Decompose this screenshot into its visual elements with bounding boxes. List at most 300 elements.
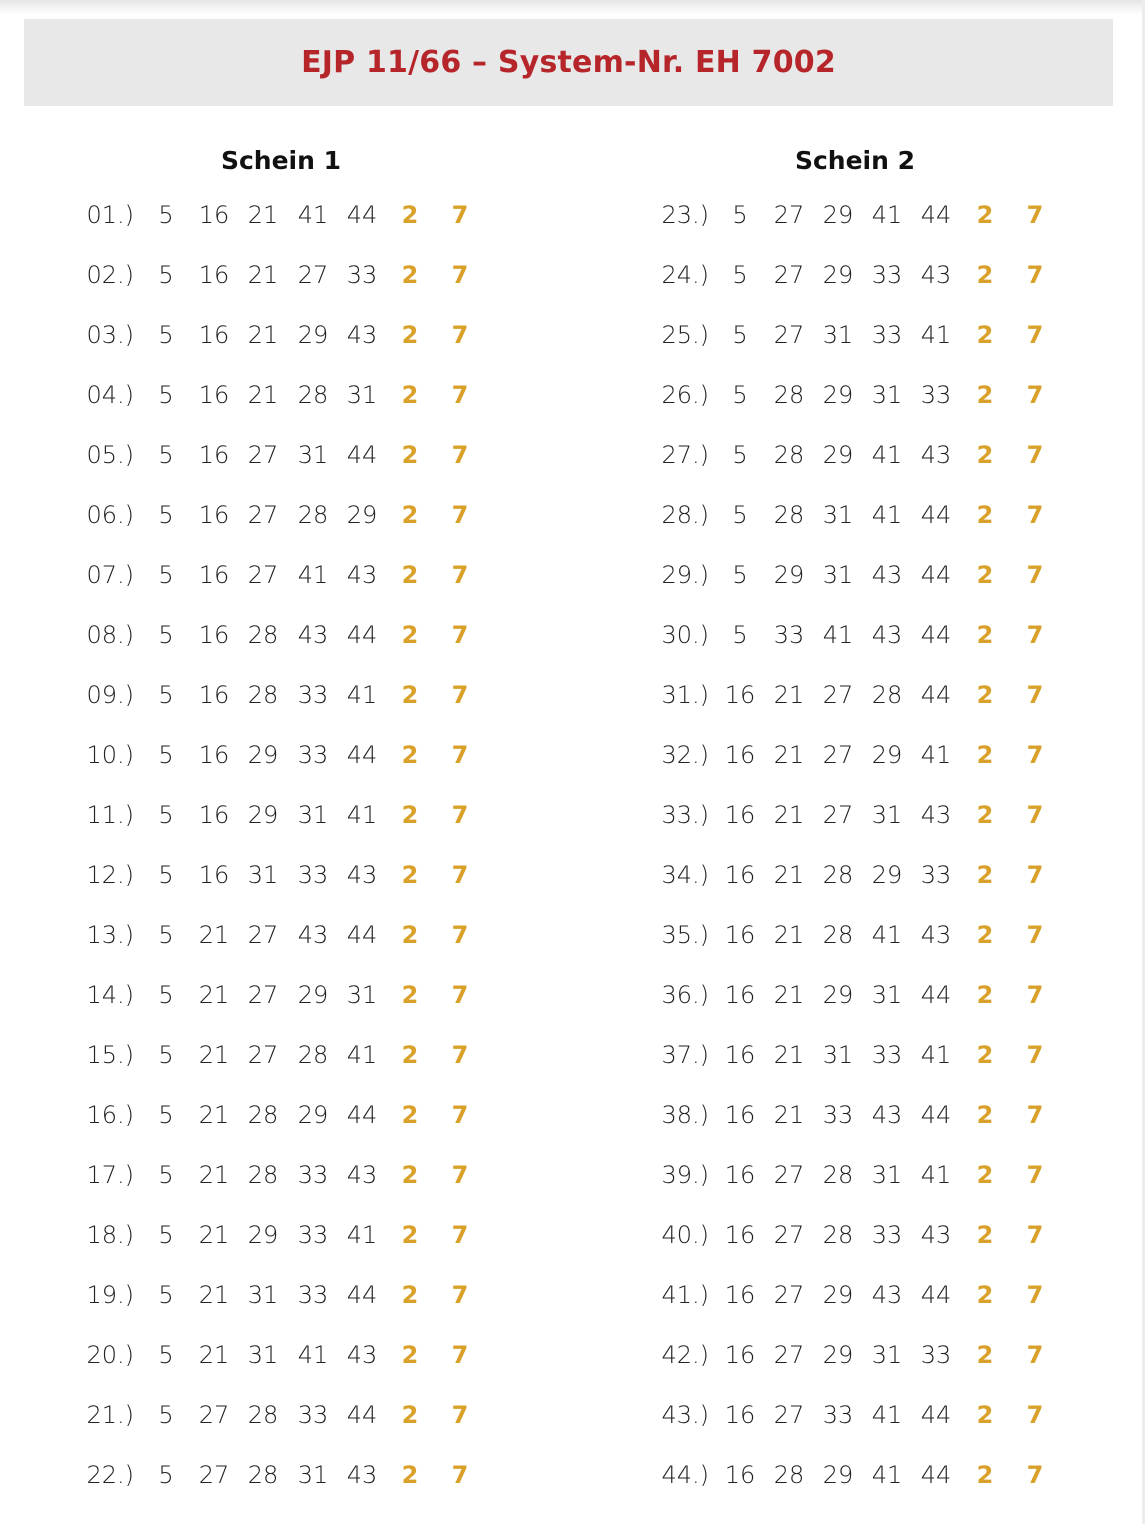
main-number: 27 bbox=[247, 441, 279, 469]
main-number: 27 bbox=[773, 1161, 805, 1189]
main-number: 21 bbox=[198, 1101, 230, 1129]
euro-number: 2 bbox=[401, 1281, 419, 1309]
main-number: 27 bbox=[773, 321, 805, 349]
euro-number: 7 bbox=[451, 1101, 469, 1129]
ticket-row bbox=[0, 795, 1145, 835]
main-number: 44 bbox=[920, 1281, 952, 1309]
main-number: 33 bbox=[297, 1281, 329, 1309]
main-number: 27 bbox=[822, 801, 854, 829]
main-number: 28 bbox=[871, 681, 903, 709]
euro-number: 2 bbox=[976, 621, 994, 649]
row-label: 23.) bbox=[661, 201, 709, 229]
euro-number: 7 bbox=[451, 801, 469, 829]
main-number: 21 bbox=[198, 1221, 230, 1249]
euro-number: 2 bbox=[401, 261, 419, 289]
euro-number: 7 bbox=[1026, 501, 1044, 529]
row-label: 38.) bbox=[661, 1101, 709, 1129]
euro-number: 7 bbox=[451, 261, 469, 289]
main-number: 16 bbox=[724, 1341, 756, 1369]
euro-number: 7 bbox=[451, 321, 469, 349]
main-number: 21 bbox=[773, 1101, 805, 1129]
main-number: 31 bbox=[346, 381, 378, 409]
euro-number: 2 bbox=[976, 801, 994, 829]
euro-number: 2 bbox=[401, 1041, 419, 1069]
row-label: 18.) bbox=[86, 1221, 134, 1249]
ticket-row bbox=[0, 1155, 1145, 1195]
main-number: 16 bbox=[724, 1401, 756, 1429]
ticket-row bbox=[0, 1095, 1145, 1135]
main-number: 41 bbox=[920, 1161, 952, 1189]
main-number: 27 bbox=[773, 1401, 805, 1429]
euro-number: 2 bbox=[401, 561, 419, 589]
main-number: 33 bbox=[773, 621, 805, 649]
main-number: 16 bbox=[724, 1461, 756, 1489]
euro-number: 7 bbox=[451, 1401, 469, 1429]
main-number: 29 bbox=[871, 741, 903, 769]
main-number: 31 bbox=[346, 981, 378, 1009]
main-number: 44 bbox=[346, 201, 378, 229]
main-number: 33 bbox=[822, 1101, 854, 1129]
ticket-row bbox=[0, 555, 1145, 595]
main-number: 44 bbox=[920, 681, 952, 709]
main-number: 27 bbox=[297, 261, 329, 289]
main-number: 31 bbox=[871, 981, 903, 1009]
main-number: 44 bbox=[920, 621, 952, 649]
main-number: 5 bbox=[158, 501, 174, 529]
ticket-row bbox=[0, 1275, 1145, 1315]
euro-number: 7 bbox=[451, 1341, 469, 1369]
ticket-row bbox=[0, 855, 1145, 895]
euro-number: 7 bbox=[451, 1221, 469, 1249]
euro-number: 2 bbox=[976, 981, 994, 1009]
main-number: 43 bbox=[920, 801, 952, 829]
title-bar bbox=[24, 19, 1113, 106]
row-label: 40.) bbox=[661, 1221, 709, 1249]
row-label: 34.) bbox=[661, 861, 709, 889]
ticket-row bbox=[0, 975, 1145, 1015]
main-number: 21 bbox=[247, 321, 279, 349]
main-number: 27 bbox=[773, 1341, 805, 1369]
euro-number: 7 bbox=[451, 861, 469, 889]
main-number: 33 bbox=[871, 261, 903, 289]
euro-number: 7 bbox=[1026, 1461, 1044, 1489]
main-number: 44 bbox=[920, 501, 952, 529]
main-number: 28 bbox=[247, 621, 279, 649]
euro-number: 2 bbox=[976, 681, 994, 709]
main-number: 44 bbox=[920, 1101, 952, 1129]
euro-number: 7 bbox=[451, 381, 469, 409]
main-number: 27 bbox=[247, 501, 279, 529]
main-number: 33 bbox=[297, 681, 329, 709]
main-number: 5 bbox=[158, 741, 174, 769]
main-number: 5 bbox=[158, 1281, 174, 1309]
page-title: EJP 11/66 – System-Nr. EH 7002 bbox=[301, 45, 836, 80]
row-label: 31.) bbox=[661, 681, 709, 709]
euro-number: 7 bbox=[1026, 1221, 1044, 1249]
euro-number: 7 bbox=[1026, 441, 1044, 469]
main-number: 28 bbox=[773, 1461, 805, 1489]
main-number: 16 bbox=[724, 1041, 756, 1069]
main-number: 16 bbox=[198, 501, 230, 529]
main-number: 33 bbox=[822, 1401, 854, 1429]
row-label: 02.) bbox=[86, 261, 134, 289]
main-number: 43 bbox=[871, 1101, 903, 1129]
euro-number: 7 bbox=[1026, 381, 1044, 409]
euro-number: 2 bbox=[401, 501, 419, 529]
main-number: 28 bbox=[247, 681, 279, 709]
euro-number: 2 bbox=[976, 1281, 994, 1309]
euro-number: 7 bbox=[1026, 921, 1044, 949]
main-number: 16 bbox=[198, 681, 230, 709]
main-number: 29 bbox=[822, 1461, 854, 1489]
row-label: 25.) bbox=[661, 321, 709, 349]
main-number: 5 bbox=[732, 321, 748, 349]
main-number: 29 bbox=[871, 861, 903, 889]
euro-number: 7 bbox=[1026, 1161, 1044, 1189]
main-number: 44 bbox=[346, 741, 378, 769]
main-number: 31 bbox=[822, 321, 854, 349]
main-number: 31 bbox=[297, 801, 329, 829]
euro-number: 7 bbox=[451, 501, 469, 529]
euro-number: 7 bbox=[451, 441, 469, 469]
main-number: 28 bbox=[822, 1161, 854, 1189]
row-label: 33.) bbox=[661, 801, 709, 829]
main-number: 43 bbox=[920, 441, 952, 469]
main-number: 21 bbox=[247, 381, 279, 409]
main-number: 33 bbox=[871, 1221, 903, 1249]
main-number: 41 bbox=[871, 201, 903, 229]
main-number: 27 bbox=[773, 1221, 805, 1249]
main-number: 31 bbox=[297, 1461, 329, 1489]
main-number: 44 bbox=[346, 621, 378, 649]
euro-number: 2 bbox=[401, 741, 419, 769]
row-label: 22.) bbox=[86, 1461, 134, 1489]
euro-number: 2 bbox=[401, 981, 419, 1009]
euro-number: 2 bbox=[976, 381, 994, 409]
main-number: 29 bbox=[822, 381, 854, 409]
main-number: 5 bbox=[158, 1161, 174, 1189]
main-number: 29 bbox=[297, 321, 329, 349]
main-number: 27 bbox=[247, 981, 279, 1009]
euro-number: 7 bbox=[1026, 981, 1044, 1009]
main-number: 41 bbox=[871, 441, 903, 469]
main-number: 31 bbox=[297, 441, 329, 469]
main-number: 28 bbox=[247, 1161, 279, 1189]
main-number: 31 bbox=[822, 561, 854, 589]
main-number: 5 bbox=[158, 1341, 174, 1369]
main-number: 5 bbox=[732, 561, 748, 589]
euro-number: 7 bbox=[1026, 321, 1044, 349]
row-label: 21.) bbox=[86, 1401, 134, 1429]
row-label: 05.) bbox=[86, 441, 134, 469]
main-number: 27 bbox=[198, 1461, 230, 1489]
row-label: 26.) bbox=[661, 381, 709, 409]
row-label: 32.) bbox=[661, 741, 709, 769]
main-number: 43 bbox=[871, 1281, 903, 1309]
euro-number: 2 bbox=[401, 1461, 419, 1489]
euro-number: 7 bbox=[451, 741, 469, 769]
main-number: 31 bbox=[871, 1161, 903, 1189]
main-number: 5 bbox=[732, 381, 748, 409]
main-number: 44 bbox=[920, 1401, 952, 1429]
main-number: 33 bbox=[920, 1341, 952, 1369]
main-number: 41 bbox=[346, 1041, 378, 1069]
euro-number: 7 bbox=[451, 1161, 469, 1189]
main-number: 41 bbox=[871, 921, 903, 949]
main-number: 28 bbox=[247, 1401, 279, 1429]
euro-number: 7 bbox=[1026, 741, 1044, 769]
main-number: 43 bbox=[297, 921, 329, 949]
main-number: 33 bbox=[920, 381, 952, 409]
euro-number: 2 bbox=[401, 381, 419, 409]
euro-number: 2 bbox=[976, 921, 994, 949]
euro-number: 7 bbox=[1026, 1101, 1044, 1129]
main-number: 21 bbox=[773, 981, 805, 1009]
row-label: 16.) bbox=[86, 1101, 134, 1129]
euro-number: 7 bbox=[1026, 1281, 1044, 1309]
main-number: 16 bbox=[198, 861, 230, 889]
main-number: 5 bbox=[158, 981, 174, 1009]
main-number: 16 bbox=[198, 381, 230, 409]
row-label: 41.) bbox=[661, 1281, 709, 1309]
main-number: 28 bbox=[247, 1461, 279, 1489]
main-number: 41 bbox=[297, 201, 329, 229]
main-number: 5 bbox=[158, 1041, 174, 1069]
ticket-row bbox=[0, 1395, 1145, 1435]
row-label: 30.) bbox=[661, 621, 709, 649]
main-number: 16 bbox=[724, 741, 756, 769]
main-number: 21 bbox=[198, 1281, 230, 1309]
euro-number: 7 bbox=[1026, 561, 1044, 589]
main-number: 16 bbox=[724, 861, 756, 889]
main-number: 21 bbox=[773, 1041, 805, 1069]
main-number: 21 bbox=[773, 801, 805, 829]
main-number: 31 bbox=[822, 1041, 854, 1069]
main-number: 21 bbox=[247, 261, 279, 289]
main-number: 28 bbox=[773, 381, 805, 409]
main-number: 44 bbox=[920, 561, 952, 589]
main-number: 28 bbox=[822, 861, 854, 889]
euro-number: 2 bbox=[401, 1101, 419, 1129]
row-label: 09.) bbox=[86, 681, 134, 709]
row-label: 28.) bbox=[661, 501, 709, 529]
schein-2-heading: Schein 2 bbox=[794, 146, 916, 175]
ticket-row bbox=[0, 435, 1145, 475]
main-number: 29 bbox=[822, 201, 854, 229]
main-number: 5 bbox=[158, 201, 174, 229]
main-number: 27 bbox=[247, 561, 279, 589]
main-number: 16 bbox=[198, 741, 230, 769]
main-number: 44 bbox=[346, 1101, 378, 1129]
main-number: 29 bbox=[247, 801, 279, 829]
main-number: 43 bbox=[346, 1461, 378, 1489]
main-number: 44 bbox=[346, 1281, 378, 1309]
row-label: 19.) bbox=[86, 1281, 134, 1309]
euro-number: 7 bbox=[1026, 1341, 1044, 1369]
top-shadow bbox=[0, 0, 1145, 14]
main-number: 5 bbox=[158, 621, 174, 649]
main-number: 43 bbox=[346, 1161, 378, 1189]
main-number: 16 bbox=[724, 1281, 756, 1309]
euro-number: 2 bbox=[401, 801, 419, 829]
euro-number: 2 bbox=[976, 501, 994, 529]
euro-number: 2 bbox=[401, 1401, 419, 1429]
main-number: 41 bbox=[297, 1341, 329, 1369]
main-number: 29 bbox=[822, 981, 854, 1009]
ticket-row bbox=[0, 675, 1145, 715]
main-number: 41 bbox=[871, 1461, 903, 1489]
ticket-row bbox=[0, 495, 1145, 535]
main-number: 44 bbox=[346, 1401, 378, 1429]
main-number: 29 bbox=[247, 741, 279, 769]
main-number: 31 bbox=[247, 1341, 279, 1369]
euro-number: 7 bbox=[1026, 861, 1044, 889]
main-number: 28 bbox=[822, 921, 854, 949]
euro-number: 7 bbox=[1026, 1401, 1044, 1429]
main-number: 43 bbox=[920, 921, 952, 949]
euro-number: 7 bbox=[1026, 621, 1044, 649]
main-number: 33 bbox=[297, 1161, 329, 1189]
main-number: 33 bbox=[871, 1041, 903, 1069]
ticket-row bbox=[0, 1335, 1145, 1375]
main-number: 16 bbox=[724, 981, 756, 1009]
main-number: 27 bbox=[198, 1401, 230, 1429]
row-label: 35.) bbox=[661, 921, 709, 949]
euro-number: 7 bbox=[451, 621, 469, 649]
main-number: 21 bbox=[198, 1041, 230, 1069]
main-number: 27 bbox=[822, 741, 854, 769]
main-number: 29 bbox=[346, 501, 378, 529]
euro-number: 2 bbox=[976, 321, 994, 349]
euro-number: 2 bbox=[976, 261, 994, 289]
main-number: 31 bbox=[871, 381, 903, 409]
main-number: 33 bbox=[297, 861, 329, 889]
main-number: 31 bbox=[871, 801, 903, 829]
main-number: 16 bbox=[198, 621, 230, 649]
main-number: 41 bbox=[346, 1221, 378, 1249]
main-number: 29 bbox=[247, 1221, 279, 1249]
main-number: 5 bbox=[158, 321, 174, 349]
main-number: 31 bbox=[822, 501, 854, 529]
row-label: 07.) bbox=[86, 561, 134, 589]
euro-number: 7 bbox=[451, 681, 469, 709]
euro-number: 2 bbox=[976, 441, 994, 469]
euro-number: 7 bbox=[1026, 261, 1044, 289]
row-label: 10.) bbox=[86, 741, 134, 769]
main-number: 5 bbox=[158, 1101, 174, 1129]
main-number: 5 bbox=[732, 441, 748, 469]
main-number: 33 bbox=[297, 1221, 329, 1249]
row-label: 39.) bbox=[661, 1161, 709, 1189]
main-number: 16 bbox=[724, 801, 756, 829]
main-number: 43 bbox=[346, 321, 378, 349]
main-number: 5 bbox=[732, 621, 748, 649]
main-number: 44 bbox=[346, 921, 378, 949]
main-number: 21 bbox=[773, 921, 805, 949]
main-number: 28 bbox=[297, 1041, 329, 1069]
ticket-row bbox=[0, 375, 1145, 415]
main-number: 29 bbox=[822, 1281, 854, 1309]
main-number: 31 bbox=[871, 1341, 903, 1369]
main-number: 16 bbox=[198, 261, 230, 289]
main-number: 16 bbox=[724, 1161, 756, 1189]
main-number: 21 bbox=[773, 741, 805, 769]
euro-number: 7 bbox=[451, 981, 469, 1009]
main-number: 5 bbox=[158, 801, 174, 829]
main-number: 5 bbox=[158, 261, 174, 289]
ticket-row bbox=[0, 1455, 1145, 1495]
main-number: 21 bbox=[247, 201, 279, 229]
euro-number: 2 bbox=[401, 321, 419, 349]
main-number: 5 bbox=[732, 201, 748, 229]
main-number: 33 bbox=[297, 741, 329, 769]
row-label: 06.) bbox=[86, 501, 134, 529]
euro-number: 2 bbox=[976, 1221, 994, 1249]
euro-number: 7 bbox=[451, 201, 469, 229]
row-label: 37.) bbox=[661, 1041, 709, 1069]
row-label: 04.) bbox=[86, 381, 134, 409]
main-number: 5 bbox=[158, 681, 174, 709]
euro-number: 2 bbox=[401, 1161, 419, 1189]
main-number: 16 bbox=[198, 441, 230, 469]
euro-number: 2 bbox=[976, 1161, 994, 1189]
ticket-row bbox=[0, 315, 1145, 355]
main-number: 29 bbox=[773, 561, 805, 589]
row-label: 36.) bbox=[661, 981, 709, 1009]
row-label: 42.) bbox=[661, 1341, 709, 1369]
main-number: 27 bbox=[247, 921, 279, 949]
euro-number: 2 bbox=[976, 1041, 994, 1069]
main-number: 5 bbox=[158, 1221, 174, 1249]
ticket-row bbox=[0, 255, 1145, 295]
euro-number: 2 bbox=[401, 1221, 419, 1249]
main-number: 29 bbox=[822, 1341, 854, 1369]
euro-number: 7 bbox=[451, 921, 469, 949]
euro-number: 2 bbox=[401, 441, 419, 469]
main-number: 5 bbox=[158, 1461, 174, 1489]
euro-number: 2 bbox=[976, 1461, 994, 1489]
euro-number: 2 bbox=[401, 201, 419, 229]
main-number: 16 bbox=[724, 1221, 756, 1249]
main-number: 29 bbox=[297, 981, 329, 1009]
main-number: 41 bbox=[346, 681, 378, 709]
main-number: 29 bbox=[822, 441, 854, 469]
main-number: 28 bbox=[822, 1221, 854, 1249]
euro-number: 2 bbox=[401, 861, 419, 889]
main-number: 41 bbox=[920, 321, 952, 349]
main-number: 33 bbox=[297, 1401, 329, 1429]
euro-number: 2 bbox=[401, 1341, 419, 1369]
main-number: 5 bbox=[158, 861, 174, 889]
main-number: 21 bbox=[198, 921, 230, 949]
main-number: 41 bbox=[871, 501, 903, 529]
euro-number: 2 bbox=[401, 681, 419, 709]
main-number: 44 bbox=[920, 201, 952, 229]
main-number: 16 bbox=[724, 1101, 756, 1129]
main-number: 41 bbox=[920, 741, 952, 769]
schein-1-heading: Schein 1 bbox=[220, 146, 342, 175]
row-label: 11.) bbox=[86, 801, 134, 829]
main-number: 41 bbox=[346, 801, 378, 829]
main-number: 44 bbox=[920, 1461, 952, 1489]
main-number: 29 bbox=[822, 261, 854, 289]
main-number: 41 bbox=[871, 1401, 903, 1429]
euro-number: 7 bbox=[451, 1461, 469, 1489]
row-label: 15.) bbox=[86, 1041, 134, 1069]
euro-number: 2 bbox=[976, 741, 994, 769]
ticket-row bbox=[0, 915, 1145, 955]
euro-number: 7 bbox=[1026, 1041, 1044, 1069]
